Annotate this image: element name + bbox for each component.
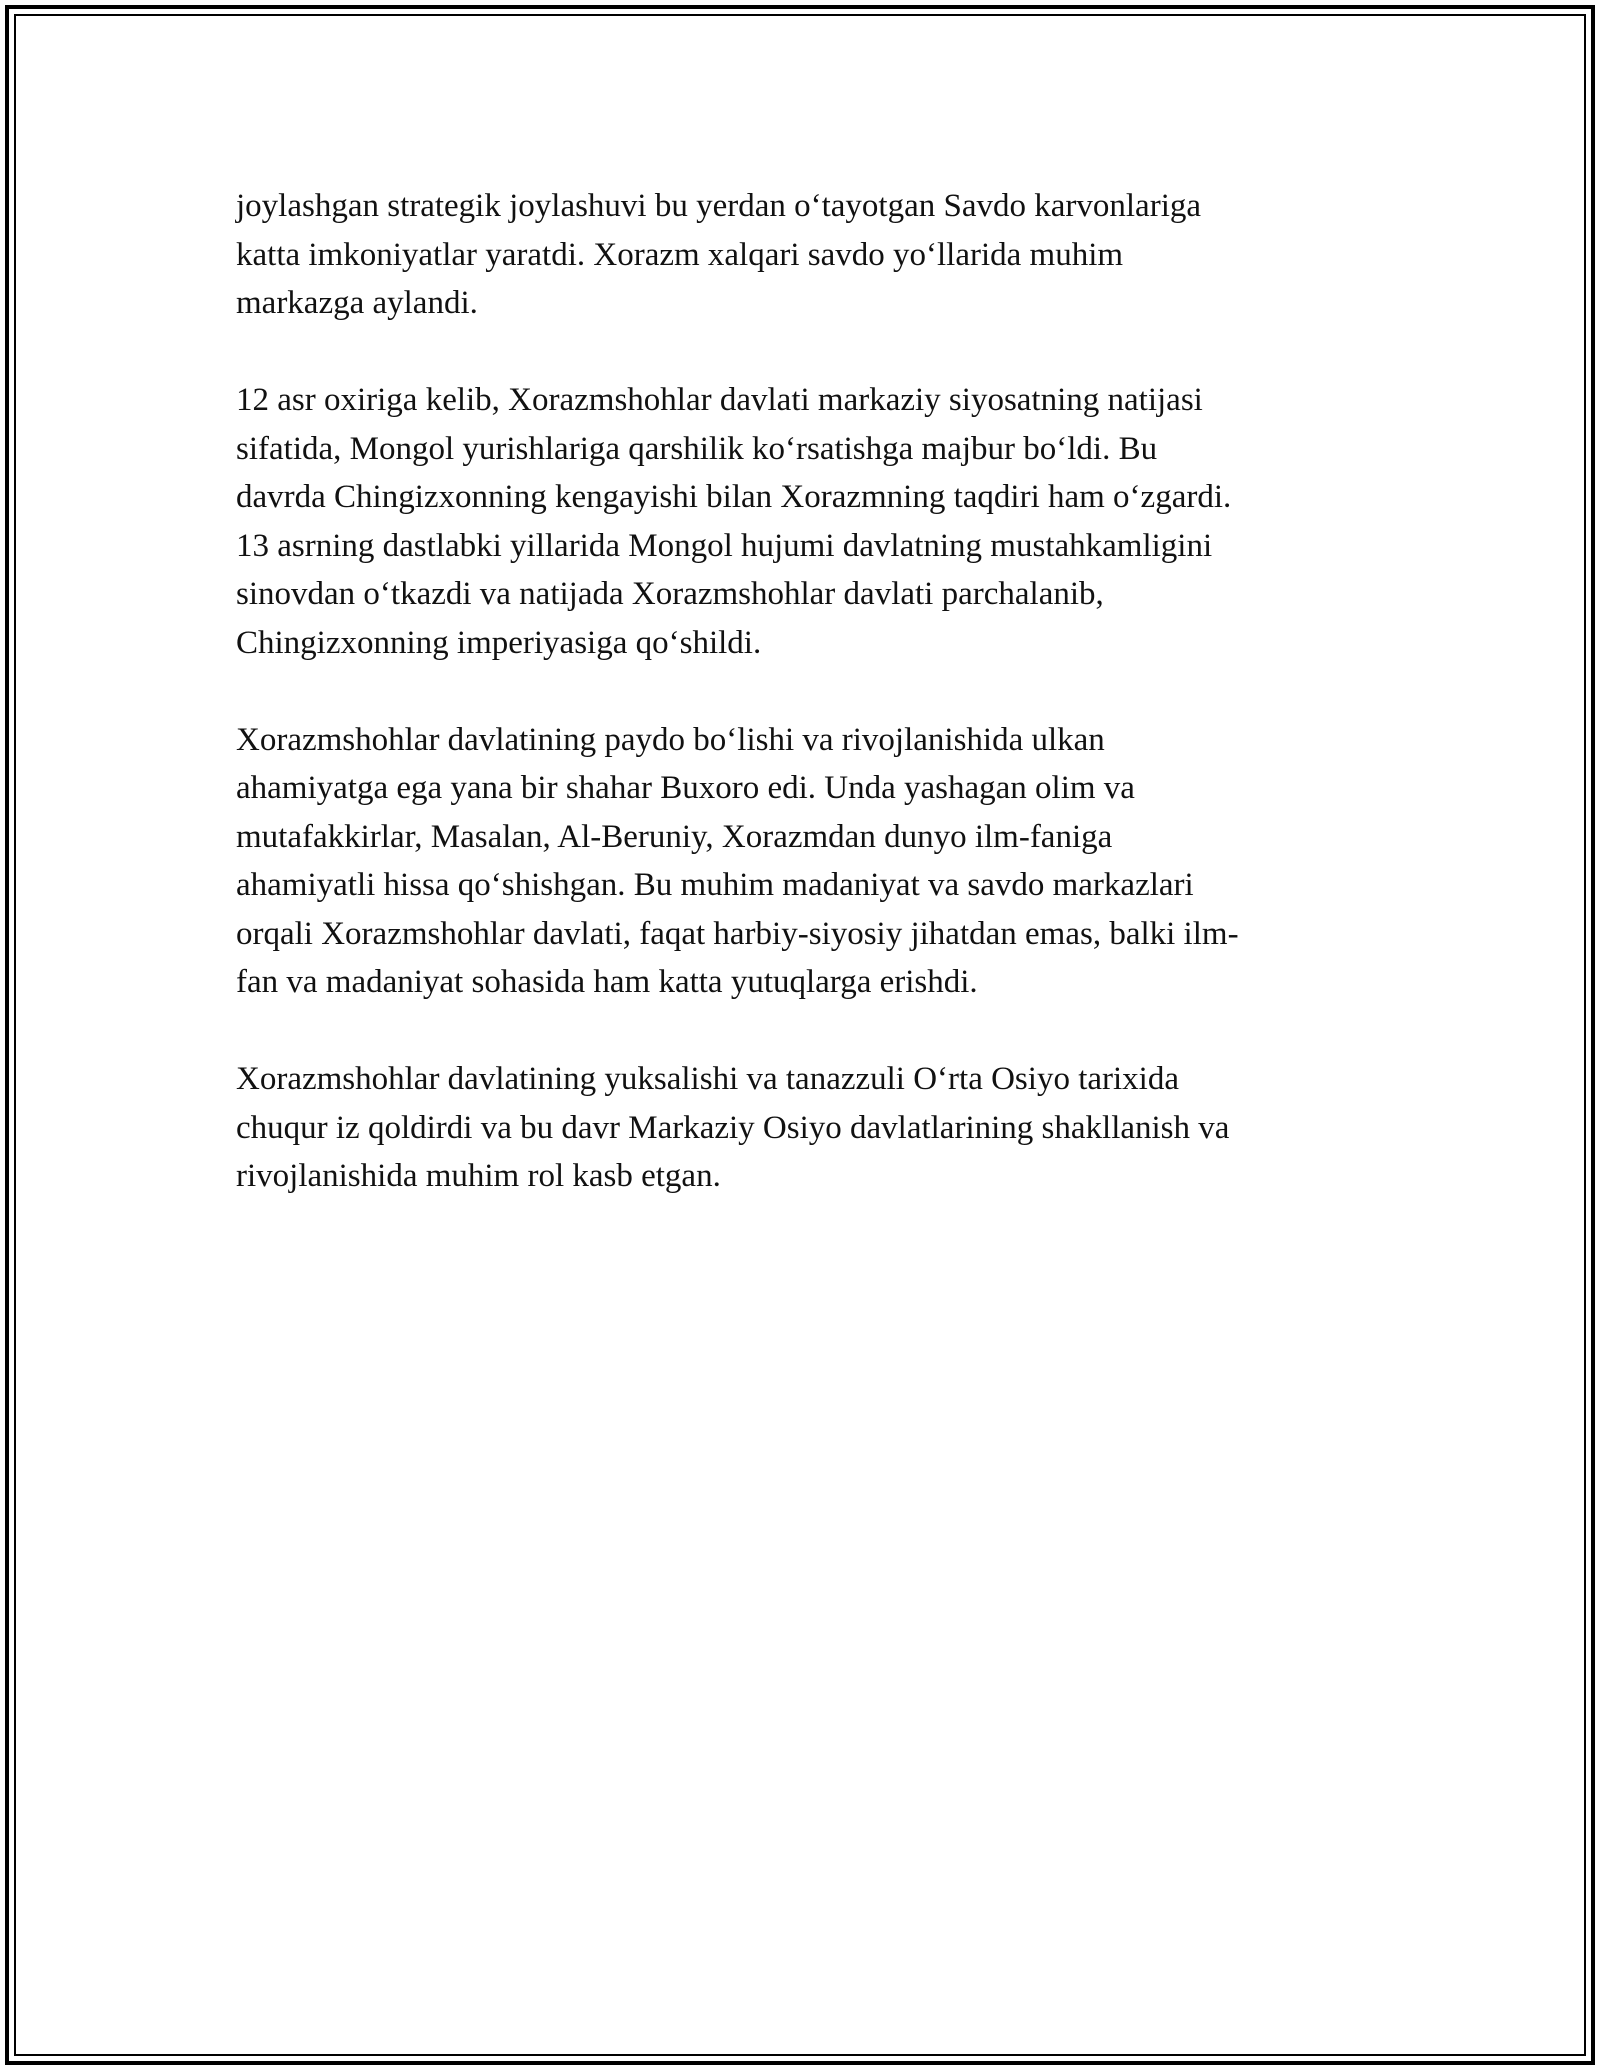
- document-body: [236, 182, 1356, 1249]
- paragraph-mongol-invasion: 12 asr oxiriga kelib, Xorazmshohlar davlati markaziy siyosatning natijasi sifatida, Mongol yurishlariga qarshilik ko‘rsatishga majbur bo‘ldi. Bu davrda Chingizxonning kengayishi bilan Xorazmning taqdiri ham o‘zgardi. 13 asrning dastlabki yillarida Mongol hujumi davlatning mustahkamligini sinovdan o‘tkazdi va natijada Xorazmshohlar davlati parchalanib, Chingizxonning imperiyasiga qo‘shildi.: [236, 382, 1232, 661]
- paragraph-conclusion: Xorazmshohlar davlatining yuksalishi va tanazzuli O‘rta Osiyo tarixida chuqur iz qoldirdi va bu davr Markaziy Osiyo davlatlarining shakllanish va rivojlanishida muhim rol kasb etgan.: [236, 1061, 1230, 1194]
- paragraph-trade-routes: joylashgan strategik joylashuvi bu yerdan o‘tayotgan Savdo karvonlariga katta imkoniyatlar yaratdi. Xorazm xalqari savdo yo‘llarida muhim markazga aylandi.: [236, 188, 1202, 321]
- paragraph-bukhara-scholars: Xorazmshohlar davlatining paydo bo‘lishi va rivojlanishida ulkan ahamiyatga ega yana bir shahar Buxoro edi. Unda yashagan olim va mutafakkirlar, Masalan, Al-Beruniy, Xorazmdan dunyo ilm-faniga ahamiyatli hissa qo‘shishgan. Bu muhim madaniyat va savdo markazlari orqali Xorazmshohlar davlati, faqat harbiy-siyosiy jihatdan emas, balki ilm- fan va madaniyat sohasida ham katta yutuqlarga erishdi.: [236, 721, 1239, 1000]
